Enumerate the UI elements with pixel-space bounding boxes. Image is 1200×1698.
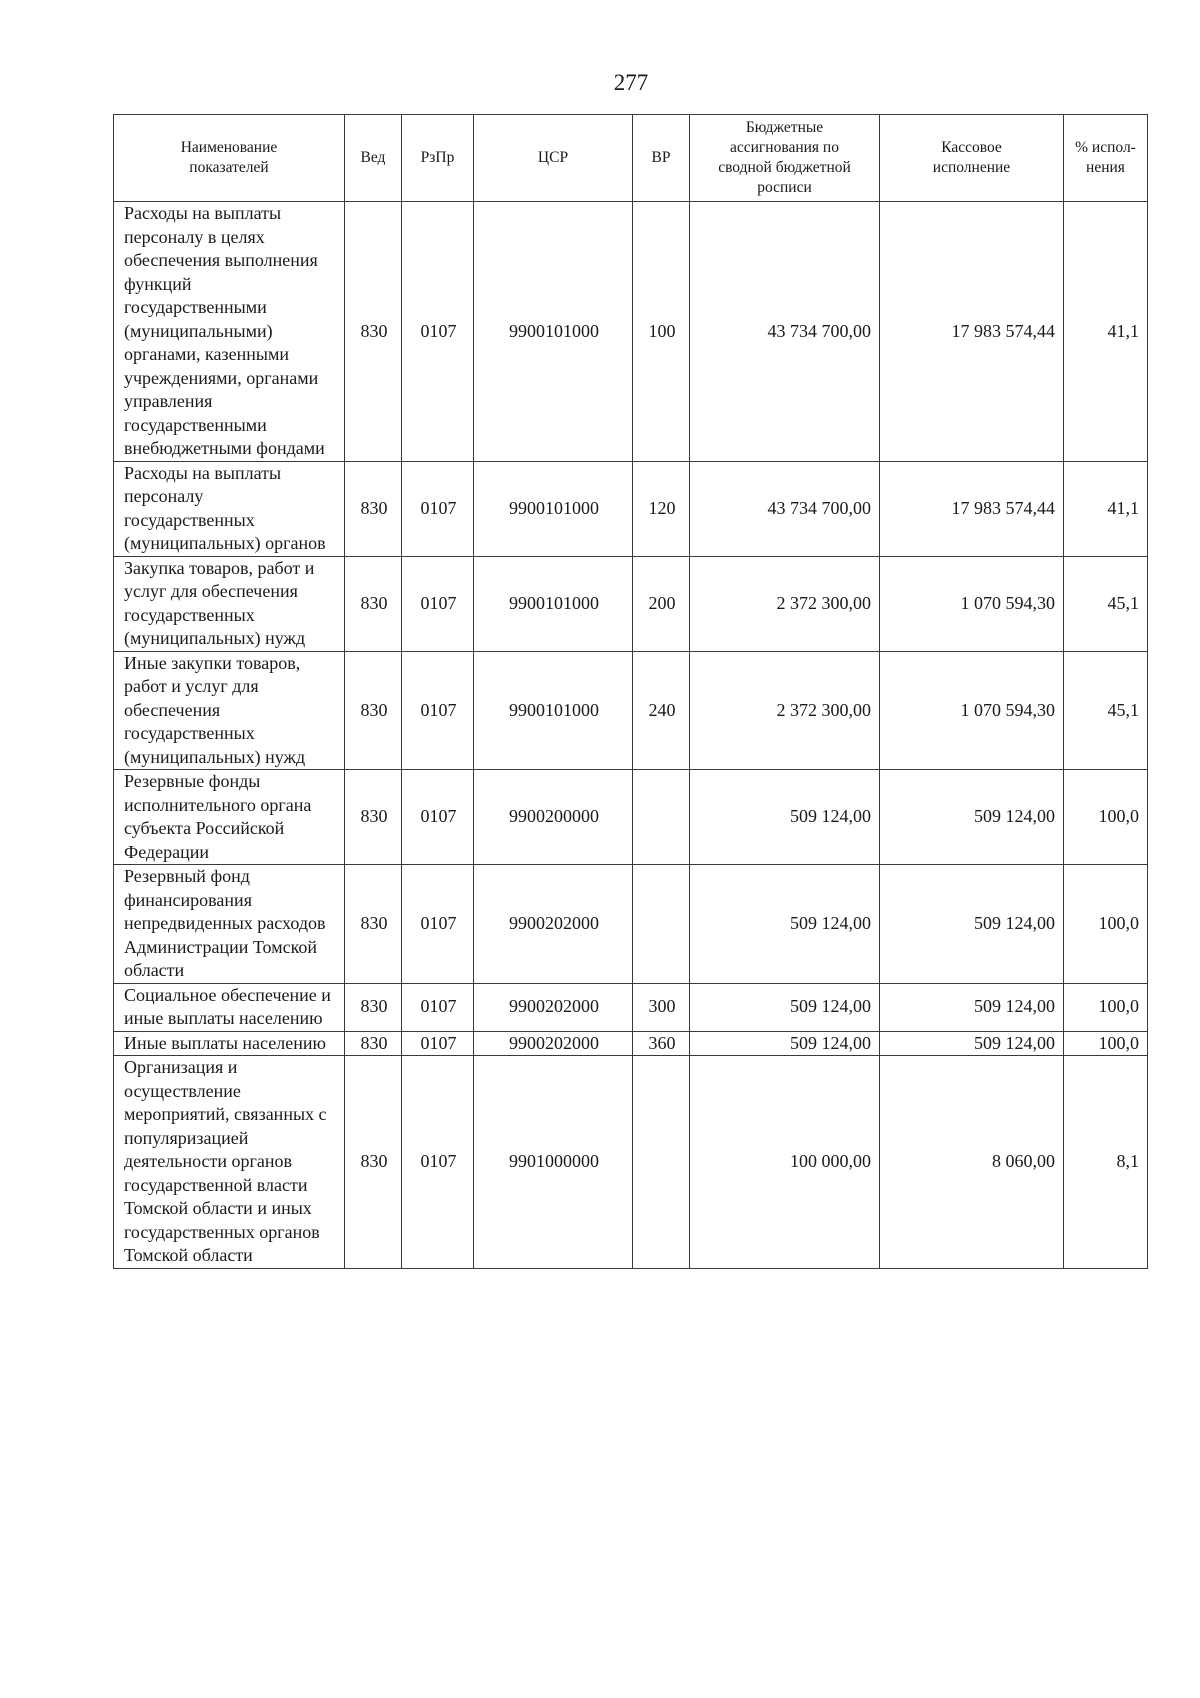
table-row xyxy=(114,1056,1148,1269)
cell-rzpr: 0107 xyxy=(402,556,474,651)
cell-budget: 2 372 300,00 xyxy=(690,651,880,770)
cell-budget: 509 124,00 xyxy=(690,983,880,1031)
cell-budget: 2 372 300,00 xyxy=(690,556,880,651)
cell-cash: 17 983 574,44 xyxy=(880,202,1064,462)
cell-ved: 830 xyxy=(345,461,402,556)
cell-percent: 45,1 xyxy=(1064,556,1148,651)
cell-csr: 9900101000 xyxy=(474,651,633,770)
cell-rzpr: 0107 xyxy=(402,865,474,984)
cell-name: Иные выплаты населению xyxy=(114,1031,345,1056)
cell-cash: 509 124,00 xyxy=(880,865,1064,984)
cell-name: Закупка товаров, работ и услуг для обеспечения государственных (муниципальных) нужд xyxy=(114,556,345,651)
cell-name: Резервные фонды исполнительного органа субъекта Российской Федерации xyxy=(114,770,345,865)
cell-rzpr: 0107 xyxy=(402,1056,474,1269)
header-csr: ЦСР xyxy=(474,115,633,202)
cell-csr: 9900202000 xyxy=(474,865,633,984)
cell-vr: 200 xyxy=(633,556,690,651)
cell-name: Резервный фонд финансирования непредвиденных расходов Администрации Томской области xyxy=(114,865,345,984)
cell-budget: 100 000,00 xyxy=(690,1056,880,1269)
cell-vr xyxy=(633,770,690,865)
cell-csr: 9900202000 xyxy=(474,983,633,1031)
cell-budget: 509 124,00 xyxy=(690,1031,880,1056)
table-row xyxy=(114,651,1148,770)
cell-cash: 1 070 594,30 xyxy=(880,651,1064,770)
cell-percent: 45,1 xyxy=(1064,651,1148,770)
table-row xyxy=(114,461,1148,556)
cell-name: Расходы на выплаты персоналу государственных (муниципальных) органов xyxy=(114,461,345,556)
cell-cash: 8 060,00 xyxy=(880,1056,1064,1269)
cell-percent: 41,1 xyxy=(1064,202,1148,462)
cell-csr: 9900101000 xyxy=(474,556,633,651)
cell-name: Расходы на выплаты персоналу в целях обеспечения выполнения функций государственными (муниципальными) органами, казенными учреждениями, органами управления государственными внебюджетными фондами xyxy=(114,202,345,462)
header-cash: Кассовое исполнение xyxy=(880,115,1064,202)
cell-csr: 9900200000 xyxy=(474,770,633,865)
cell-vr xyxy=(633,865,690,984)
table-row xyxy=(114,202,1148,462)
cell-vr: 360 xyxy=(633,1031,690,1056)
cell-cash: 1 070 594,30 xyxy=(880,556,1064,651)
cell-cash: 509 124,00 xyxy=(880,983,1064,1031)
cell-rzpr: 0107 xyxy=(402,202,474,462)
cell-percent: 100,0 xyxy=(1064,770,1148,865)
cell-name: Иные закупки товаров, работ и услуг для обеспечения государственных (муниципальных) нужд xyxy=(114,651,345,770)
cell-name: Организация и осуществление мероприятий, связанных с популяризацией деятельности органов государственной власти Томской области и иных государственных органов Томской области xyxy=(114,1056,345,1269)
cell-ved: 830 xyxy=(345,556,402,651)
cell-vr: 240 xyxy=(633,651,690,770)
cell-cash: 509 124,00 xyxy=(880,1031,1064,1056)
cell-ved: 830 xyxy=(345,865,402,984)
budget-execution-table xyxy=(113,114,1148,1269)
cell-percent: 8,1 xyxy=(1064,1056,1148,1269)
header-ved: Вед xyxy=(345,115,402,202)
cell-csr: 9900101000 xyxy=(474,461,633,556)
cell-name: Социальное обеспечение и иные выплаты населению xyxy=(114,983,345,1031)
cell-percent: 100,0 xyxy=(1064,865,1148,984)
table-row xyxy=(114,983,1148,1031)
cell-cash: 17 983 574,44 xyxy=(880,461,1064,556)
cell-budget: 509 124,00 xyxy=(690,770,880,865)
cell-budget: 43 734 700,00 xyxy=(690,202,880,462)
table-row xyxy=(114,1031,1148,1056)
cell-ved: 830 xyxy=(345,983,402,1031)
cell-vr: 300 xyxy=(633,983,690,1031)
header-percent: % испол-нения xyxy=(1064,115,1148,202)
cell-csr: 9900202000 xyxy=(474,1031,633,1056)
cell-budget: 509 124,00 xyxy=(690,865,880,984)
header-vr: ВР xyxy=(633,115,690,202)
cell-rzpr: 0107 xyxy=(402,770,474,865)
table-header-row xyxy=(114,115,1148,202)
table-row xyxy=(114,770,1148,865)
cell-vr: 100 xyxy=(633,202,690,462)
header-name: Наименование показателей xyxy=(114,115,345,202)
table-body xyxy=(114,202,1148,1269)
cell-vr xyxy=(633,1056,690,1269)
cell-ved: 830 xyxy=(345,770,402,865)
cell-csr: 9901000000 xyxy=(474,1056,633,1269)
cell-budget: 43 734 700,00 xyxy=(690,461,880,556)
cell-rzpr: 0107 xyxy=(402,983,474,1031)
cell-ved: 830 xyxy=(345,1031,402,1056)
cell-vr: 120 xyxy=(633,461,690,556)
cell-csr: 9900101000 xyxy=(474,202,633,462)
cell-percent: 41,1 xyxy=(1064,461,1148,556)
cell-ved: 830 xyxy=(345,651,402,770)
header-budget: Бюджетные ассигнования по сводной бюджетной росписи xyxy=(690,115,880,202)
page-number: 277 xyxy=(613,70,649,95)
cell-ved: 830 xyxy=(345,202,402,462)
cell-rzpr: 0107 xyxy=(402,1031,474,1056)
cell-ved: 830 xyxy=(345,1056,402,1269)
cell-rzpr: 0107 xyxy=(402,651,474,770)
header-rzpr: РзПр xyxy=(402,115,474,202)
cell-cash: 509 124,00 xyxy=(880,770,1064,865)
cell-percent: 100,0 xyxy=(1064,1031,1148,1056)
table-row xyxy=(114,865,1148,984)
table-row xyxy=(114,556,1148,651)
cell-rzpr: 0107 xyxy=(402,461,474,556)
cell-percent: 100,0 xyxy=(1064,983,1148,1031)
